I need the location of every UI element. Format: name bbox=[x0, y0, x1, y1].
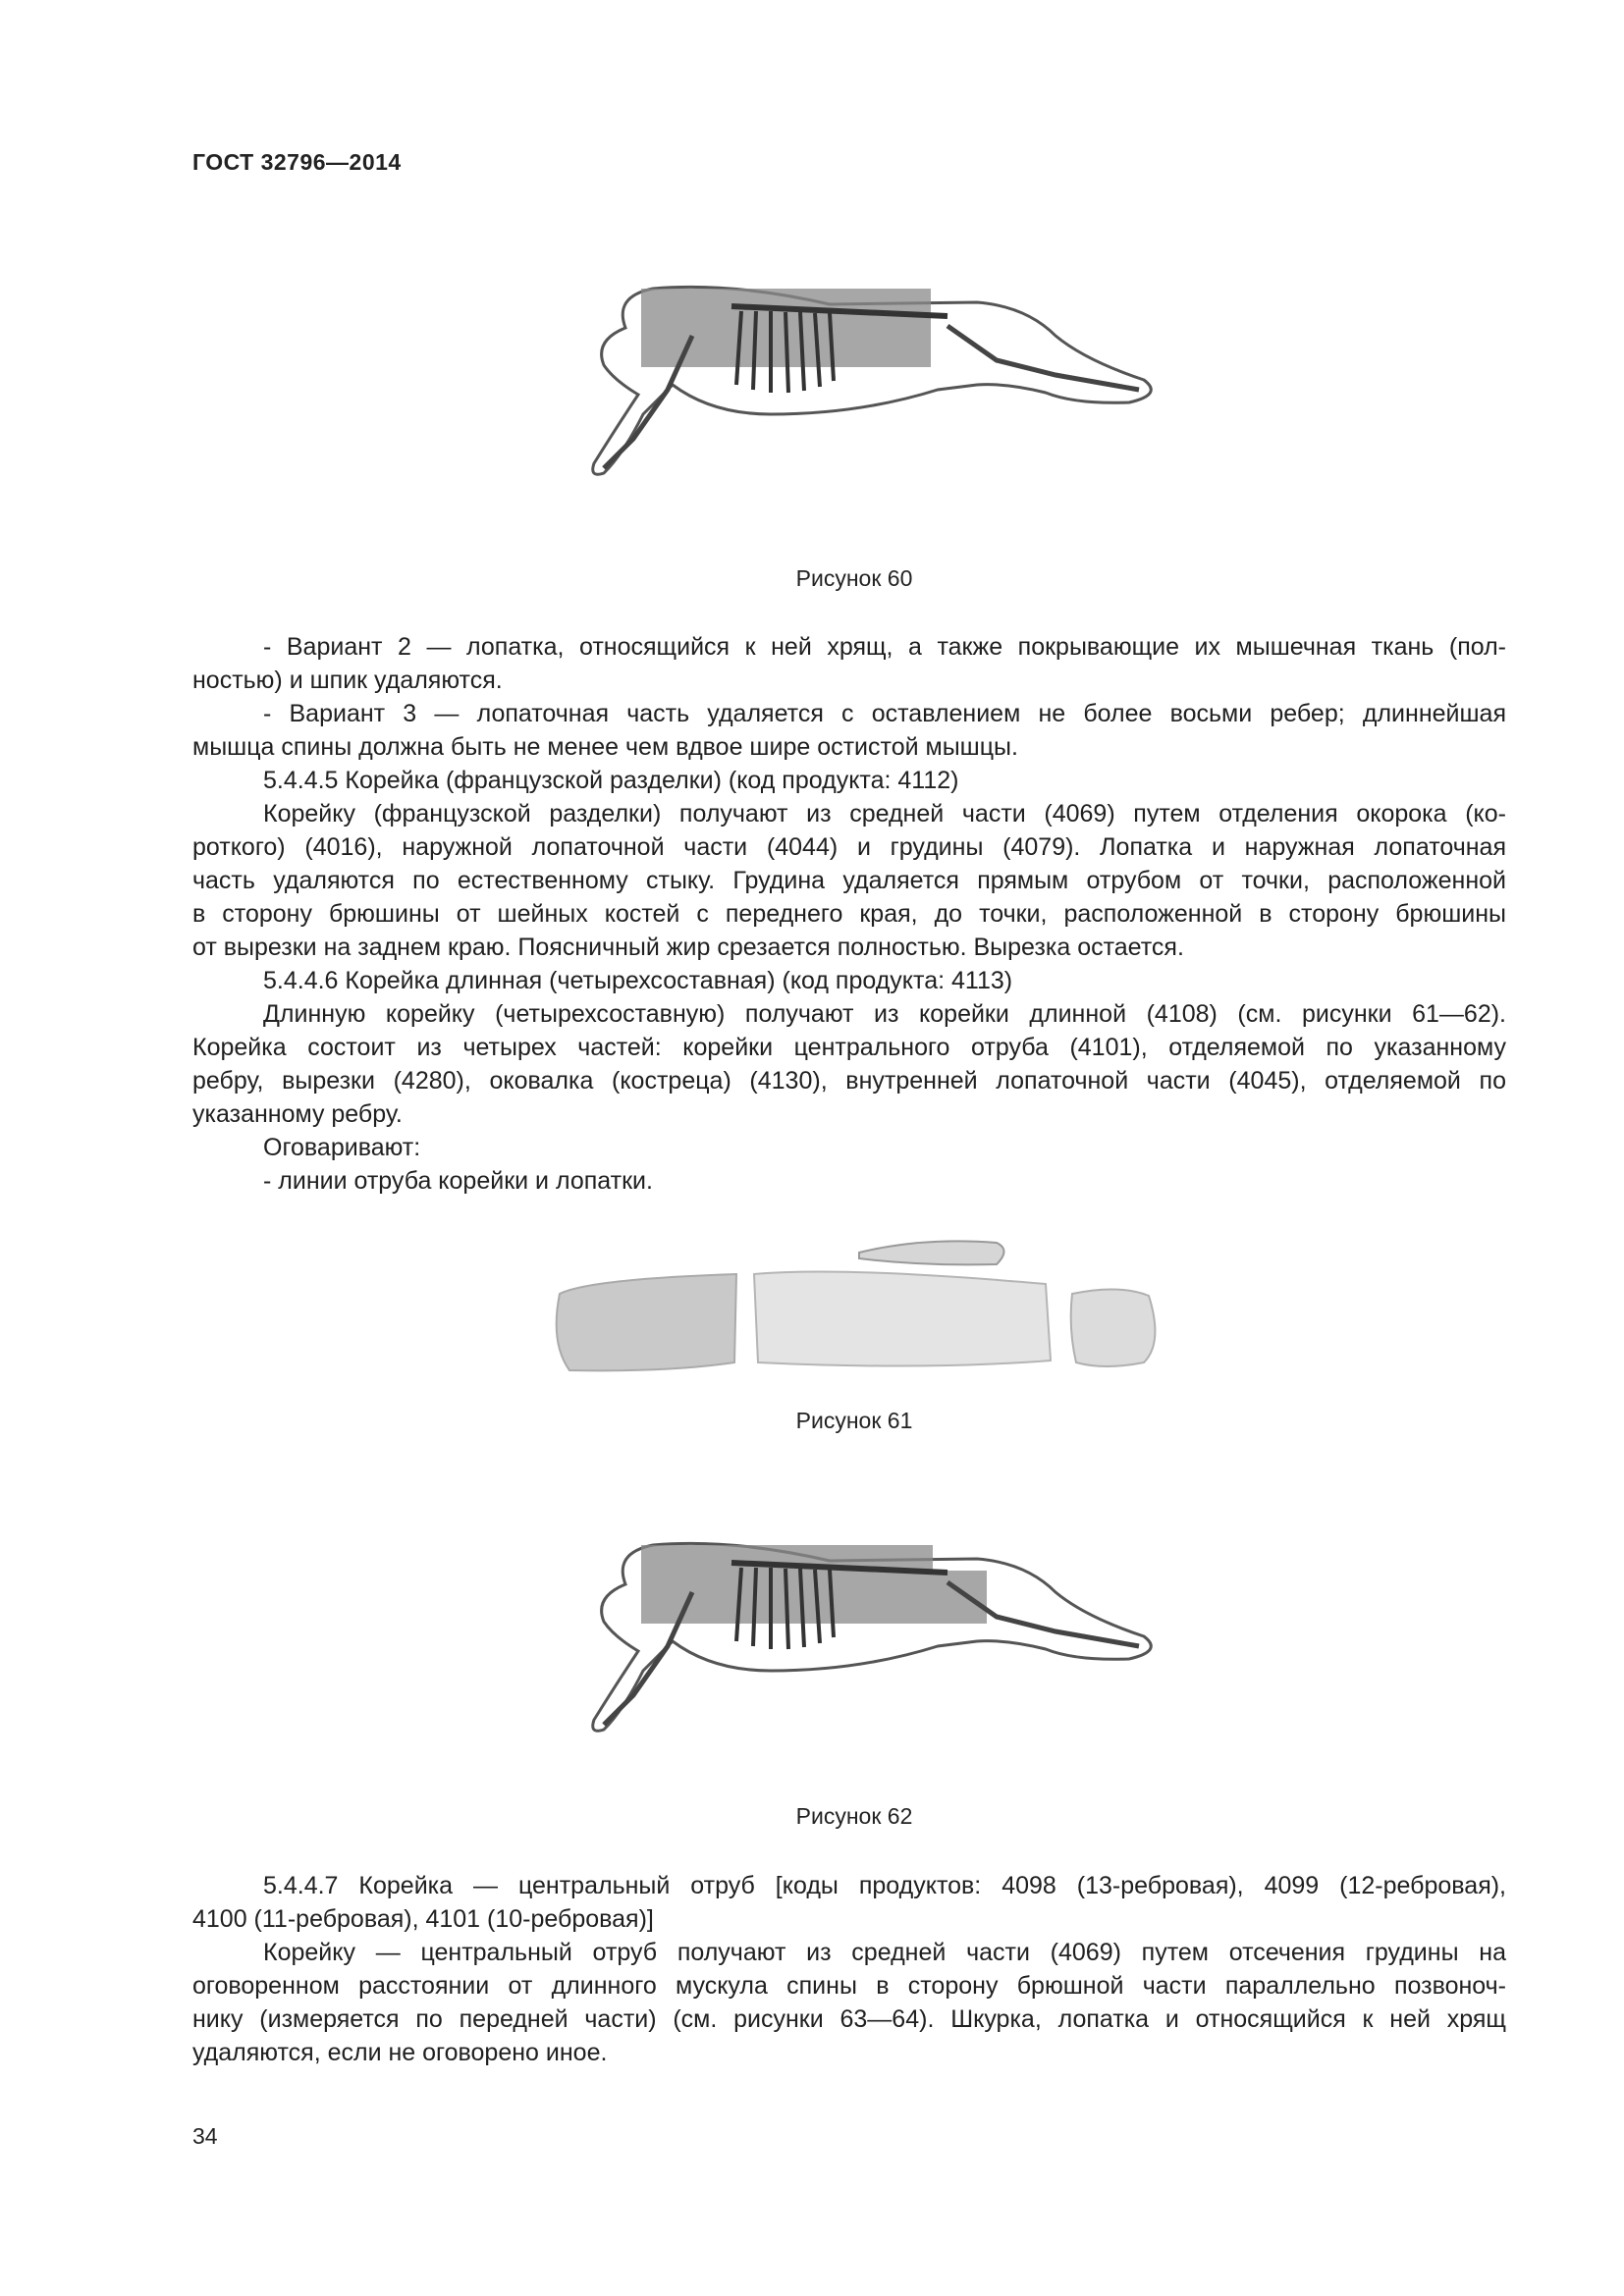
paragraph-line: Оговаривают: bbox=[263, 1134, 421, 1161]
paragraph-line: нику (измеряется по передней части) (см. рисунки 63—64). Шкурка, лопатка и относящийся к ней хрящ bbox=[192, 2005, 1506, 2033]
paragraph-line: оговоренном расстоянии от длинного мускула спины в сторону брюшной части параллельно позвоноч- bbox=[192, 1972, 1506, 2000]
text-block-upper bbox=[192, 630, 1506, 1198]
text-block-lower bbox=[192, 1869, 1506, 2069]
page-number: 34 bbox=[192, 2123, 218, 2149]
figure-61-caption: Рисунок 61 bbox=[795, 1408, 913, 1433]
paragraph-line: ностью) и шпик удаляются. bbox=[192, 667, 503, 694]
section-heading: 4100 (11-ребровая), 4101 (10-ребровая)] bbox=[192, 1905, 654, 1933]
paragraph-line: Длинную корейку (четырехсоставную) получают из корейки длинной (4108) (см. рисунки 61—62). bbox=[263, 1000, 1506, 1028]
cut-middle-piece bbox=[754, 1272, 1051, 1366]
cut-top-strip bbox=[859, 1241, 1004, 1264]
paragraph-line: в сторону брюшины от шейных костей с переднего края, до точки, расположенной в сторону брюшины bbox=[192, 900, 1506, 928]
paragraph-line: указанному ребру. bbox=[192, 1100, 403, 1128]
section-heading: 5.4.4.7 Корейка — центральный отруб [коды продуктов: 4098 (13-ребровая), 4099 (12-ребровая), bbox=[263, 1872, 1506, 1899]
figure-62-carcass-diagram bbox=[565, 1523, 1154, 1749]
paragraph-line: роткого) (4016), наружной лопаточной части (4044) и грудины (4079). Лопатка и наружная лопаточная bbox=[192, 833, 1506, 861]
paragraph-line: от вырезки на заднем краю. Поясничный жир срезается полностью. Вырезка остается. bbox=[192, 934, 1184, 961]
list-item: - линии отруба корейки и лопатки. bbox=[263, 1167, 653, 1195]
figure-60-caption: Рисунок 60 bbox=[795, 565, 913, 591]
paragraph-line: часть удаляются по естественному стыку. Грудина удаляется прямым отрубом от точки, расположенной bbox=[192, 867, 1506, 894]
paragraph-line: удаляются, если не оговорено иное. bbox=[192, 2039, 608, 2066]
section-heading: 5.4.4.5 Корейка (французской разделки) (код продукта: 4112) bbox=[263, 767, 959, 794]
paragraph-line: Корейка состоит из четырех частей: корейки центрального отруба (4101), отделяемой по указанному bbox=[192, 1034, 1506, 1061]
cut-left-piece bbox=[557, 1274, 736, 1370]
paragraph-line: мышца спины должна быть не менее чем вдвое шире остистой мышцы. bbox=[192, 733, 1018, 761]
figure-61-loin-cuts-photo bbox=[550, 1225, 1178, 1382]
figure-62-caption: Рисунок 62 bbox=[795, 1803, 913, 1829]
paragraph-line: ребру, вырезки (4280), оковалка (кострецa) (4130), внутренней лопаточной части (4045), отделяемой по bbox=[192, 1067, 1506, 1095]
section-heading: 5.4.4.6 Корейка длинная (четырехсоставная) (код продукта: 4113) bbox=[263, 967, 1013, 994]
paragraph-line: Корейку (французской разделки) получают из средней части (4069) путем отделения окорока (ко- bbox=[263, 800, 1506, 828]
paragraph-line: - Вариант 3 — лопаточная часть удаляется с оставлением не более восьми ребер; длиннейшая bbox=[263, 700, 1506, 727]
paragraph-line: - Вариант 2 — лопатка, относящийся к ней хрящ, а также покрывающие их мышечная ткань (пол- bbox=[263, 633, 1506, 661]
figure-60-carcass-diagram bbox=[565, 267, 1154, 493]
document-header: ГОСТ 32796—2014 bbox=[192, 149, 402, 175]
cut-right-piece bbox=[1071, 1289, 1156, 1366]
paragraph-line: Корейку — центральный отруб получают из средней части (4069) путем отсечения грудины на bbox=[263, 1939, 1506, 1966]
